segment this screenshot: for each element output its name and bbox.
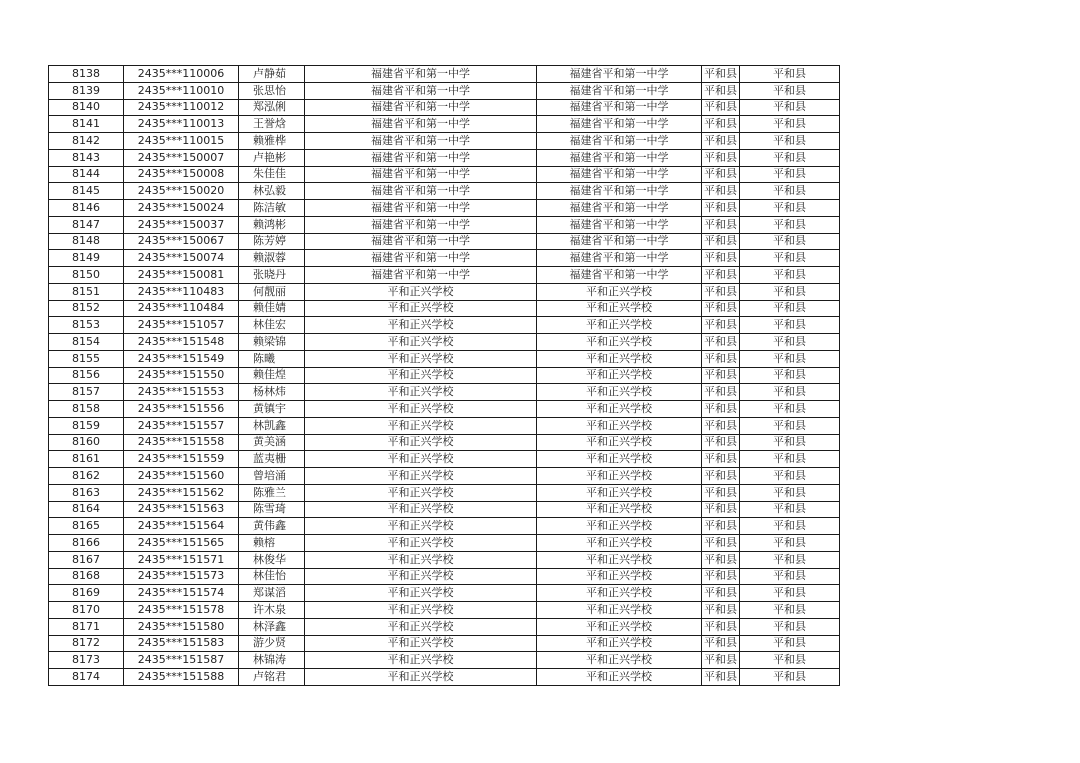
cell-school: 福建省平和第一中学: [305, 183, 537, 200]
cell-school-registered: 平和正兴学校: [537, 350, 702, 367]
cell-county: 平和县: [702, 116, 740, 133]
cell-exam-id: 2435***151573: [124, 568, 239, 585]
table-row: [49, 350, 840, 367]
cell-school-registered: 福建省平和第一中学: [537, 166, 702, 183]
cell-school: 福建省平和第一中学: [305, 233, 537, 250]
cell-school-registered: 平和正兴学校: [537, 317, 702, 334]
cell-school-registered: 福建省平和第一中学: [537, 149, 702, 166]
cell-seq-no: 8173: [49, 652, 124, 669]
cell-name: 卢艳彬: [239, 149, 305, 166]
cell-seq-no: 8140: [49, 99, 124, 116]
cell-county-registered: 平和县: [740, 468, 840, 485]
cell-school: 福建省平和第一中学: [305, 99, 537, 116]
cell-exam-id: 2435***150074: [124, 250, 239, 267]
cell-school: 平和正兴学校: [305, 618, 537, 635]
cell-school-registered: 平和正兴学校: [537, 300, 702, 317]
cell-county-registered: 平和县: [740, 216, 840, 233]
cell-name: 陈洁敏: [239, 200, 305, 217]
cell-exam-id: 2435***110483: [124, 283, 239, 300]
cell-seq-no: 8158: [49, 401, 124, 418]
cell-county: 平和县: [702, 300, 740, 317]
cell-seq-no: 8153: [49, 317, 124, 334]
cell-school-registered: 平和正兴学校: [537, 468, 702, 485]
cell-name: 蓝夷栅: [239, 451, 305, 468]
table-row: [49, 116, 840, 133]
cell-county-registered: 平和县: [740, 585, 840, 602]
cell-county-registered: 平和县: [740, 384, 840, 401]
cell-county: 平和县: [702, 618, 740, 635]
cell-exam-id: 2435***151565: [124, 535, 239, 552]
cell-name: 林佳宏: [239, 317, 305, 334]
cell-exam-id: 2435***151574: [124, 585, 239, 602]
table-row: [49, 166, 840, 183]
cell-exam-id: 2435***151557: [124, 417, 239, 434]
cell-county: 平和县: [702, 568, 740, 585]
cell-county: 平和县: [702, 669, 740, 686]
cell-exam-id: 2435***110015: [124, 133, 239, 150]
table-row: [49, 669, 840, 686]
cell-county: 平和县: [702, 334, 740, 351]
cell-county-registered: 平和县: [740, 501, 840, 518]
cell-county-registered: 平和县: [740, 317, 840, 334]
cell-county: 平和县: [702, 149, 740, 166]
table-row: [49, 216, 840, 233]
cell-county: 平和县: [702, 82, 740, 99]
cell-school-registered: 平和正兴学校: [537, 568, 702, 585]
cell-seq-no: 8162: [49, 468, 124, 485]
cell-school-registered: 福建省平和第一中学: [537, 200, 702, 217]
cell-school-registered: 平和正兴学校: [537, 484, 702, 501]
table-row: [49, 451, 840, 468]
cell-seq-no: 8161: [49, 451, 124, 468]
cell-exam-id: 2435***151564: [124, 518, 239, 535]
cell-school: 福建省平和第一中学: [305, 267, 537, 284]
cell-exam-id: 2435***150067: [124, 233, 239, 250]
cell-school-registered: 平和正兴学校: [537, 401, 702, 418]
cell-school-registered: 福建省平和第一中学: [537, 116, 702, 133]
cell-county: 平和县: [702, 216, 740, 233]
cell-school-registered: 福建省平和第一中学: [537, 133, 702, 150]
cell-seq-no: 8165: [49, 518, 124, 535]
cell-school: 平和正兴学校: [305, 468, 537, 485]
cell-seq-no: 8166: [49, 535, 124, 552]
cell-county: 平和县: [702, 200, 740, 217]
cell-exam-id: 2435***151588: [124, 669, 239, 686]
cell-seq-no: 8155: [49, 350, 124, 367]
table-row: [49, 484, 840, 501]
table-row: [49, 434, 840, 451]
cell-county: 平和县: [702, 468, 740, 485]
cell-school: 福建省平和第一中学: [305, 216, 537, 233]
cell-exam-id: 2435***150008: [124, 166, 239, 183]
cell-school-registered: 福建省平和第一中学: [537, 250, 702, 267]
cell-name: 郑谋滔: [239, 585, 305, 602]
cell-county: 平和县: [702, 250, 740, 267]
cell-seq-no: 8154: [49, 334, 124, 351]
cell-county-registered: 平和县: [740, 334, 840, 351]
cell-name: 杨林炜: [239, 384, 305, 401]
cell-school-registered: 平和正兴学校: [537, 384, 702, 401]
cell-seq-no: 8163: [49, 484, 124, 501]
cell-exam-id: 2435***110484: [124, 300, 239, 317]
cell-seq-no: 8143: [49, 149, 124, 166]
table-row: [49, 267, 840, 284]
cell-county: 平和县: [702, 317, 740, 334]
cell-name: 张晓丹: [239, 267, 305, 284]
cell-county: 平和县: [702, 384, 740, 401]
cell-seq-no: 8147: [49, 216, 124, 233]
cell-seq-no: 8145: [49, 183, 124, 200]
cell-name: 许木泉: [239, 602, 305, 619]
cell-school: 平和正兴学校: [305, 317, 537, 334]
cell-seq-no: 8148: [49, 233, 124, 250]
cell-school: 平和正兴学校: [305, 535, 537, 552]
cell-seq-no: 8156: [49, 367, 124, 384]
cell-county: 平和县: [702, 183, 740, 200]
cell-seq-no: 8157: [49, 384, 124, 401]
cell-exam-id: 2435***151549: [124, 350, 239, 367]
table-row: [49, 501, 840, 518]
roster-body: [49, 66, 840, 686]
cell-county-registered: 平和县: [740, 350, 840, 367]
cell-seq-no: 8138: [49, 66, 124, 83]
cell-exam-id: 2435***151587: [124, 652, 239, 669]
cell-school: 平和正兴学校: [305, 283, 537, 300]
cell-county: 平和县: [702, 551, 740, 568]
cell-seq-no: 8149: [49, 250, 124, 267]
cell-seq-no: 8144: [49, 166, 124, 183]
table-row: [49, 417, 840, 434]
table-row: [49, 183, 840, 200]
table-row: [49, 551, 840, 568]
cell-school-registered: 福建省平和第一中学: [537, 66, 702, 83]
cell-name: 王誉焓: [239, 116, 305, 133]
cell-county-registered: 平和县: [740, 183, 840, 200]
cell-exam-id: 2435***110012: [124, 99, 239, 116]
cell-county-registered: 平和县: [740, 618, 840, 635]
table-row: [49, 99, 840, 116]
cell-school-registered: 平和正兴学校: [537, 618, 702, 635]
table-row: [49, 602, 840, 619]
table-row: [49, 585, 840, 602]
cell-school: 福建省平和第一中学: [305, 66, 537, 83]
cell-county: 平和县: [702, 501, 740, 518]
cell-name: 赖雅桦: [239, 133, 305, 150]
cell-county: 平和县: [702, 417, 740, 434]
cell-county: 平和县: [702, 484, 740, 501]
cell-seq-no: 8169: [49, 585, 124, 602]
cell-name: 游少贤: [239, 635, 305, 652]
cell-name: 林弘毅: [239, 183, 305, 200]
cell-county: 平和县: [702, 283, 740, 300]
cell-school-registered: 平和正兴学校: [537, 635, 702, 652]
cell-county-registered: 平和县: [740, 669, 840, 686]
cell-name: 曾培涌: [239, 468, 305, 485]
cell-county-registered: 平和县: [740, 116, 840, 133]
cell-county: 平和县: [702, 166, 740, 183]
cell-school: 平和正兴学校: [305, 417, 537, 434]
table-row: [49, 468, 840, 485]
cell-county: 平和县: [702, 451, 740, 468]
cell-county-registered: 平和县: [740, 66, 840, 83]
cell-school: 平和正兴学校: [305, 551, 537, 568]
roster-table: [48, 65, 840, 686]
cell-exam-id: 2435***151563: [124, 501, 239, 518]
cell-county: 平和县: [702, 518, 740, 535]
cell-county: 平和县: [702, 602, 740, 619]
cell-name: 赖佳婧: [239, 300, 305, 317]
cell-school-registered: 福建省平和第一中学: [537, 233, 702, 250]
table-row: [49, 635, 840, 652]
cell-school-registered: 福建省平和第一中学: [537, 183, 702, 200]
cell-county-registered: 平和县: [740, 149, 840, 166]
cell-name: 赖梁锦: [239, 334, 305, 351]
table-row: [49, 133, 840, 150]
cell-exam-id: 2435***110006: [124, 66, 239, 83]
cell-school: 平和正兴学校: [305, 585, 537, 602]
cell-county: 平和县: [702, 367, 740, 384]
cell-exam-id: 2435***110013: [124, 116, 239, 133]
cell-seq-no: 8171: [49, 618, 124, 635]
table-row: [49, 384, 840, 401]
table-row: [49, 367, 840, 384]
cell-county: 平和县: [702, 66, 740, 83]
cell-county-registered: 平和县: [740, 250, 840, 267]
table-row: [49, 652, 840, 669]
cell-seq-no: 8170: [49, 602, 124, 619]
table-row: [49, 300, 840, 317]
cell-seq-no: 8152: [49, 300, 124, 317]
cell-name: 林锦涛: [239, 652, 305, 669]
cell-county: 平和县: [702, 401, 740, 418]
table-row: [49, 518, 840, 535]
cell-school: 平和正兴学校: [305, 484, 537, 501]
cell-county: 平和县: [702, 652, 740, 669]
table-row: [49, 317, 840, 334]
cell-county: 平和县: [702, 535, 740, 552]
cell-school: 平和正兴学校: [305, 602, 537, 619]
cell-seq-no: 8164: [49, 501, 124, 518]
cell-exam-id: 2435***151583: [124, 635, 239, 652]
cell-county-registered: 平和县: [740, 484, 840, 501]
cell-county-registered: 平和县: [740, 535, 840, 552]
cell-name: 林泽鑫: [239, 618, 305, 635]
table-row: [49, 66, 840, 83]
cell-exam-id: 2435***151562: [124, 484, 239, 501]
cell-county-registered: 平和县: [740, 568, 840, 585]
cell-exam-id: 2435***150081: [124, 267, 239, 284]
cell-school-registered: 平和正兴学校: [537, 518, 702, 535]
cell-seq-no: 8142: [49, 133, 124, 150]
cell-county: 平和县: [702, 434, 740, 451]
cell-school: 平和正兴学校: [305, 501, 537, 518]
cell-school: 福建省平和第一中学: [305, 149, 537, 166]
cell-school: 福建省平和第一中学: [305, 116, 537, 133]
cell-name: 张思怡: [239, 82, 305, 99]
cell-name: 林凯鑫: [239, 417, 305, 434]
cell-name: 赖鸿彬: [239, 216, 305, 233]
cell-name: 黄伟鑫: [239, 518, 305, 535]
cell-school: 福建省平和第一中学: [305, 200, 537, 217]
cell-exam-id: 2435***151553: [124, 384, 239, 401]
cell-school: 平和正兴学校: [305, 635, 537, 652]
cell-seq-no: 8172: [49, 635, 124, 652]
cell-name: 赖淑蓉: [239, 250, 305, 267]
cell-exam-id: 2435***151556: [124, 401, 239, 418]
cell-county: 平和县: [702, 585, 740, 602]
cell-school: 平和正兴学校: [305, 652, 537, 669]
cell-name: 卢铭君: [239, 669, 305, 686]
cell-name: 林俊华: [239, 551, 305, 568]
cell-school: 平和正兴学校: [305, 384, 537, 401]
cell-county-registered: 平和县: [740, 133, 840, 150]
cell-name: 陈芳婷: [239, 233, 305, 250]
cell-county-registered: 平和县: [740, 367, 840, 384]
cell-school: 福建省平和第一中学: [305, 133, 537, 150]
cell-school: 平和正兴学校: [305, 518, 537, 535]
cell-school-registered: 平和正兴学校: [537, 669, 702, 686]
table-row: [49, 535, 840, 552]
cell-name: 陈雪琦: [239, 501, 305, 518]
cell-exam-id: 2435***150007: [124, 149, 239, 166]
cell-county: 平和县: [702, 133, 740, 150]
cell-school-registered: 平和正兴学校: [537, 283, 702, 300]
cell-county: 平和县: [702, 635, 740, 652]
cell-school-registered: 平和正兴学校: [537, 551, 702, 568]
cell-exam-id: 2435***151571: [124, 551, 239, 568]
cell-county-registered: 平和县: [740, 602, 840, 619]
cell-seq-no: 8146: [49, 200, 124, 217]
table-row: [49, 250, 840, 267]
cell-county-registered: 平和县: [740, 82, 840, 99]
cell-exam-id: 2435***150037: [124, 216, 239, 233]
cell-county: 平和县: [702, 233, 740, 250]
cell-name: 黄镇宇: [239, 401, 305, 418]
cell-seq-no: 8168: [49, 568, 124, 585]
cell-school: 平和正兴学校: [305, 434, 537, 451]
cell-school: 平和正兴学校: [305, 451, 537, 468]
cell-county-registered: 平和县: [740, 166, 840, 183]
cell-school-registered: 平和正兴学校: [537, 451, 702, 468]
cell-exam-id: 2435***151550: [124, 367, 239, 384]
cell-exam-id: 2435***110010: [124, 82, 239, 99]
cell-exam-id: 2435***150020: [124, 183, 239, 200]
cell-name: 何靓丽: [239, 283, 305, 300]
cell-name: 郑泓俐: [239, 99, 305, 116]
cell-county-registered: 平和县: [740, 551, 840, 568]
table-row: [49, 568, 840, 585]
cell-name: 卢静茹: [239, 66, 305, 83]
cell-name: 赖榕: [239, 535, 305, 552]
cell-exam-id: 2435***151560: [124, 468, 239, 485]
cell-school-registered: 福建省平和第一中学: [537, 99, 702, 116]
cell-seq-no: 8167: [49, 551, 124, 568]
cell-county-registered: 平和县: [740, 518, 840, 535]
table-row: [49, 334, 840, 351]
cell-school-registered: 平和正兴学校: [537, 367, 702, 384]
cell-school-registered: 平和正兴学校: [537, 602, 702, 619]
cell-seq-no: 8139: [49, 82, 124, 99]
cell-county-registered: 平和县: [740, 401, 840, 418]
cell-seq-no: 8174: [49, 669, 124, 686]
table-row: [49, 149, 840, 166]
cell-school-registered: 福建省平和第一中学: [537, 267, 702, 284]
cell-name: 陈雅兰: [239, 484, 305, 501]
cell-school-registered: 平和正兴学校: [537, 434, 702, 451]
cell-school-registered: 福建省平和第一中学: [537, 216, 702, 233]
cell-county-registered: 平和县: [740, 267, 840, 284]
cell-school-registered: 平和正兴学校: [537, 501, 702, 518]
cell-name: 赖佳煌: [239, 367, 305, 384]
cell-seq-no: 8160: [49, 434, 124, 451]
cell-school: 福建省平和第一中学: [305, 166, 537, 183]
cell-school-registered: 平和正兴学校: [537, 535, 702, 552]
cell-seq-no: 8141: [49, 116, 124, 133]
cell-exam-id: 2435***151558: [124, 434, 239, 451]
table-row: [49, 233, 840, 250]
table-row: [49, 283, 840, 300]
cell-exam-id: 2435***151580: [124, 618, 239, 635]
cell-county-registered: 平和县: [740, 283, 840, 300]
table-row: [49, 200, 840, 217]
cell-school-registered: 福建省平和第一中学: [537, 82, 702, 99]
cell-exam-id: 2435***151578: [124, 602, 239, 619]
cell-exam-id: 2435***151548: [124, 334, 239, 351]
cell-school: 平和正兴学校: [305, 334, 537, 351]
cell-name: 陈曦: [239, 350, 305, 367]
cell-school: 平和正兴学校: [305, 568, 537, 585]
cell-county: 平和县: [702, 267, 740, 284]
cell-county-registered: 平和县: [740, 300, 840, 317]
cell-school: 福建省平和第一中学: [305, 82, 537, 99]
cell-county: 平和县: [702, 99, 740, 116]
cell-exam-id: 2435***151057: [124, 317, 239, 334]
table-row: [49, 82, 840, 99]
cell-county-registered: 平和县: [740, 635, 840, 652]
cell-name: 林佳怡: [239, 568, 305, 585]
cell-county-registered: 平和县: [740, 434, 840, 451]
table-row: [49, 401, 840, 418]
cell-county-registered: 平和县: [740, 233, 840, 250]
cell-school-registered: 平和正兴学校: [537, 417, 702, 434]
cell-county: 平和县: [702, 350, 740, 367]
cell-exam-id: 2435***151559: [124, 451, 239, 468]
cell-seq-no: 8151: [49, 283, 124, 300]
table-row: [49, 618, 840, 635]
cell-seq-no: 8150: [49, 267, 124, 284]
cell-county-registered: 平和县: [740, 652, 840, 669]
cell-school-registered: 平和正兴学校: [537, 652, 702, 669]
cell-seq-no: 8159: [49, 417, 124, 434]
cell-school-registered: 平和正兴学校: [537, 585, 702, 602]
cell-school: 平和正兴学校: [305, 669, 537, 686]
cell-exam-id: 2435***150024: [124, 200, 239, 217]
cell-school: 平和正兴学校: [305, 350, 537, 367]
cell-county-registered: 平和县: [740, 99, 840, 116]
cell-school: 平和正兴学校: [305, 367, 537, 384]
cell-name: 朱佳佳: [239, 166, 305, 183]
cell-county-registered: 平和县: [740, 417, 840, 434]
cell-school: 福建省平和第一中学: [305, 250, 537, 267]
cell-name: 黄美涵: [239, 434, 305, 451]
cell-school: 平和正兴学校: [305, 300, 537, 317]
cell-school-registered: 平和正兴学校: [537, 334, 702, 351]
cell-school: 平和正兴学校: [305, 401, 537, 418]
cell-county-registered: 平和县: [740, 200, 840, 217]
cell-county-registered: 平和县: [740, 451, 840, 468]
